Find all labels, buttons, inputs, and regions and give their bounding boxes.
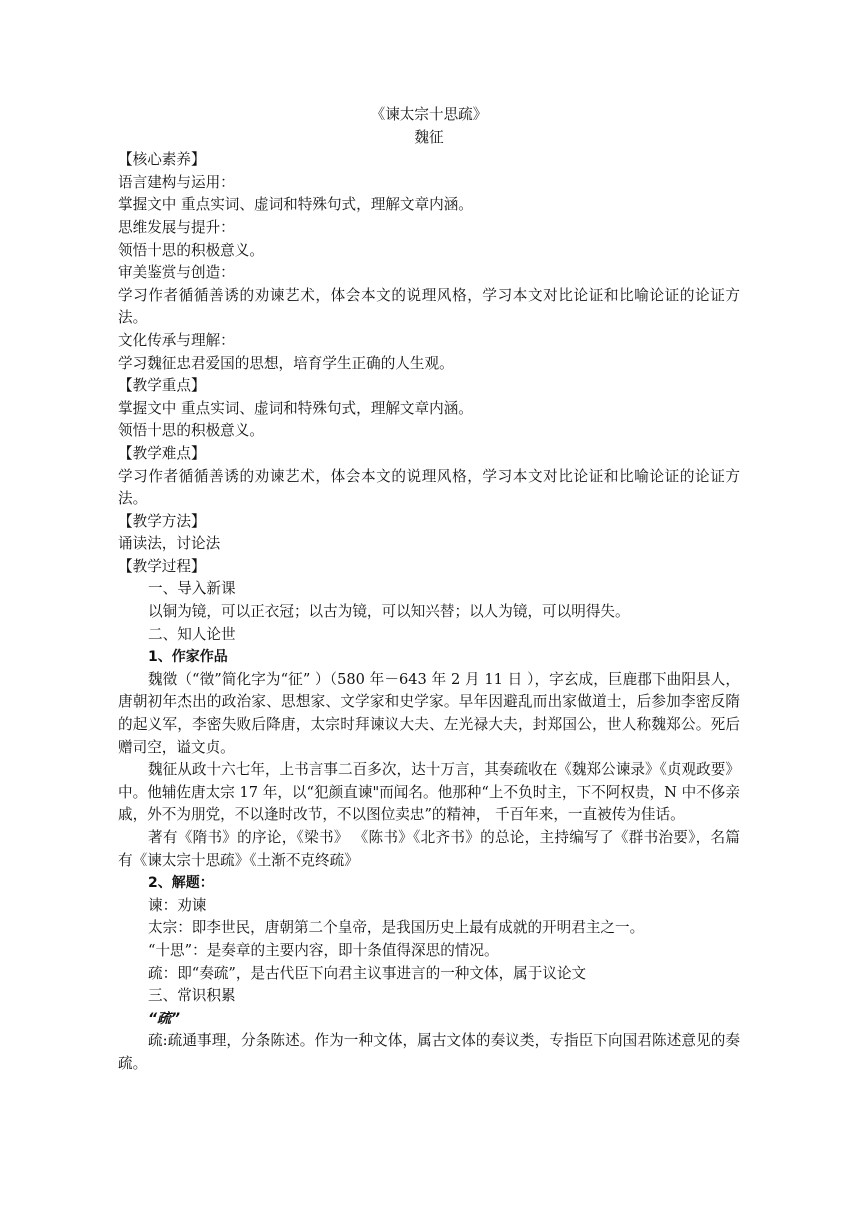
explain-item-2: 太宗：即李世民，唐朝第二个皇帝，是我国历史上最有成就的开明君主之一。	[148, 919, 645, 937]
heading-teaching-method: 【教学方法】	[118, 512, 206, 530]
difficulty-text: 学习作者循循善诱的劝谏艺术，体会本文的说理风格，学习本文对比论证和比喻论证的论证方法。	[118, 467, 740, 508]
paragraph-career: 魏征从政十六七年，上书言事二百多次，达十万言，其奏疏收在《魏郑公谏录》《贞观政要》中。他辅佐唐太宗 17 年，以“犯颜直谏"而闻名。他那种“上不负时主，下不阿权贵，N 中不侈亲戚，外不为朋党，不以逢时改节，不以图位卖忠”的精神， 千百年来，一直被传为佳话。	[118, 761, 740, 824]
section-background-heading: 二、知人论世	[148, 625, 236, 643]
focus-item-2: 领悟十思的积极意义。	[118, 422, 264, 440]
document-body	[118, 104, 740, 1076]
paragraph-biography: 魏徵（“徵”简化字为“征” ）（580 年－643 年 2 月 11 日 ），字玄成，巨鹿郡下曲阳县人，唐朝初年杰出的政治家、思想家、文学家和史学家。早年因避乱而出家做道士，后参加李密反隋的起义军，李密失败后降唐，太宗时拜谏议大夫、左光禄大夫，封郑国公，世人称魏郑公。死后赠司空，谥文贞。	[118, 670, 740, 756]
doc-title: 《谏太宗十思疏》	[370, 106, 488, 123]
section-knowledge-heading: 三、常识积累	[148, 987, 236, 1005]
think-text: 领悟十思的积极意义。	[118, 241, 264, 259]
aesthetic-label: 审美鉴赏与创造：	[118, 264, 235, 282]
heading-teaching-focus: 【教学重点】	[118, 377, 206, 395]
explain-item-4: 疏：即“奏疏”，是古代臣下向君主议事进言的一种文体，属于议论文	[148, 964, 587, 982]
culture-label: 文化传承与理解：	[118, 331, 235, 349]
heading-core-literacy: 【核心素养】	[118, 151, 206, 169]
subsection-title-explain: 2、解题：	[148, 875, 214, 892]
paragraph-shu-definition: 疏:疏通事理，分条陈述。作为一种文体，属古文体的奏议类，专指臣下向国君陈述意见的奏疏。	[118, 1032, 740, 1072]
doc-author: 魏征	[414, 128, 444, 146]
section-intro-heading: 一、导入新课	[148, 580, 236, 598]
method-text: 诵读法，讨论法	[118, 535, 221, 553]
lang-text: 掌握文中 重点实词、虚词和特殊句式，理解文章内涵。	[118, 196, 473, 214]
culture-text: 学习魏征忠君爱国的思想，培育学生正确的人生观。	[118, 354, 454, 372]
explain-item-3: “十思”：是奏章的主要内容，即十条值得深思的情况。	[148, 941, 499, 959]
subsection-author-works: 1、作家作品	[148, 649, 228, 666]
focus-item-1: 掌握文中 重点实词、虚词和特殊句式，理解文章内涵。	[118, 399, 473, 417]
paragraph-works: 著有《隋书》的序论，《梁书》 《陈书》《北齐书》的总论，主持编写了《群书治要》，名篇有《谏太宗十思疏》《土渐不克终疏》	[118, 829, 740, 869]
aesthetic-text: 学习作者循循善诱的劝谏艺术，体会本文的说理风格，学习本文对比论证和比喻论证的论证方法。	[118, 286, 740, 327]
section-intro-text: 以铜为镜，可以正衣冠；以古为镜，可以知兴替；以人为镜，可以明得失。	[148, 603, 630, 621]
heading-teaching-difficulty: 【教学难点】	[118, 444, 206, 462]
knowledge-term: “疏”	[148, 1010, 181, 1027]
lang-label: 语言建构与运用：	[118, 173, 235, 191]
explain-item-1: 谏：劝谏	[148, 896, 207, 914]
think-label: 思维发展与提升：	[118, 218, 235, 236]
heading-teaching-process: 【教学过程】	[118, 557, 206, 575]
